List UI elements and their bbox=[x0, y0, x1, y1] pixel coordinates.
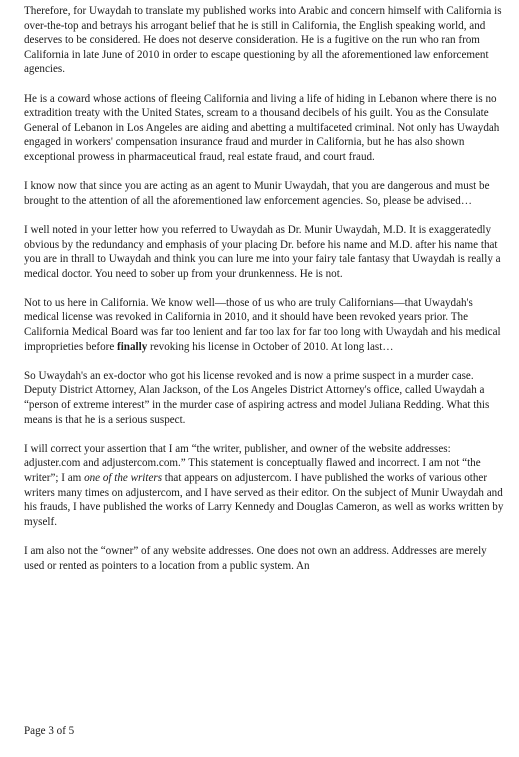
paragraph-7-text-b: that appears on adjustercom. I have published the works of various other writers many times on adjustercom, and I have served as their editor. On the subject of Munir Uwaydah and his frauds, I have published the works of Larry Kennedy and Douglas Cameron, as well as works written by myself. bbox=[24, 472, 504, 528]
paragraph-6: So Uwaydah's an ex-doctor who got his license revoked and is now a prime suspect in a murder case. Deputy District Attorney, Alan Jackson, of the Los Angeles District Attorney's office, called Uwaydah a “person of extreme interest” in the murder case of aspiring actress and model Juliana Redding. What this means is that he is a serious suspect. bbox=[24, 369, 490, 426]
paragraph-5-bold-word: finally bbox=[117, 340, 148, 353]
paragraph-7 bbox=[24, 442, 506, 530]
paragraph-4: I well noted in your letter how you referred to Uwaydah as Dr. Munir Uwaydah, M.D. It is exaggeratedly obvious by the redundancy and emphasis of your placing Dr. before his name and M.D. after his name that you are in thrall to Uwaydah and think you can lure me into your fairy tale fantasy that Uwaydah is really a medical doctor. You need to sober up from your drunkenness. He is not. bbox=[24, 223, 501, 280]
paragraph-8: I am also not the “owner” of any website addresses. One does not own an address. Addresses are merely used or rented as pointers to a location from a public system. An bbox=[24, 544, 487, 572]
paragraph-7-italic-phrase: one of the writers bbox=[84, 472, 163, 484]
paragraph-2: He is a coward whose actions of fleeing California and living a life of hiding in Lebanon where there is no extradition treaty with the United States, scream to a thousand decibels of his guilt. You as the Consulate General of Lebanon in Los Angeles are aiding and abetting a multifaceted criminal. Not only has Uwaydah engaged in workers' compensation insurance fraud and murder in California, but he has also shown exceptional prowess in pharmaceutical fraud, real estate fraud, and court fraud. bbox=[24, 92, 500, 163]
paragraph-5-text-b: revoking his license in October of 2010. At long last… bbox=[147, 340, 394, 353]
page-number: Page 3 of 5 bbox=[24, 725, 75, 737]
paragraph-3: I know now that since you are acting as an agent to Munir Uwaydah, that you are dangerous and must be brought to the attention of all the aforementioned law enforcement agencies. So, please be advised… bbox=[24, 180, 490, 207]
paragraph-5-text-a: Not to us here in California. We know well—those of us who are truly Californians—that Uwaydah's medical license was revoked in California in 2010, and it should have been revoked years prior. The California Medical Board was far too lenient and far too lax for far too long with Uwaydah and his medical improprieties before bbox=[24, 296, 501, 353]
letter-body bbox=[24, 4, 506, 588]
paragraph-1: Therefore, for Uwaydah to translate my published works into Arabic and concern himself with California is over-the-top and betrays his arrogant belief that he is still in California, the English speaking world, and deserves to be considered. He does not deserve consideration. He is a fugitive on the run who ran from California in late June of 2010 in order to escape questioning by all the aforementioned law enforcement agencies. bbox=[24, 5, 502, 76]
paragraph-7-text-a: I will correct your assertion that I am “the writer, publisher, and owner of the website addresses: adjuster.com and adjustercom.com.” This statement is conceptually flawed and incorrect. I am not “the writer”; I am bbox=[24, 442, 481, 484]
paragraph-5 bbox=[24, 296, 506, 354]
